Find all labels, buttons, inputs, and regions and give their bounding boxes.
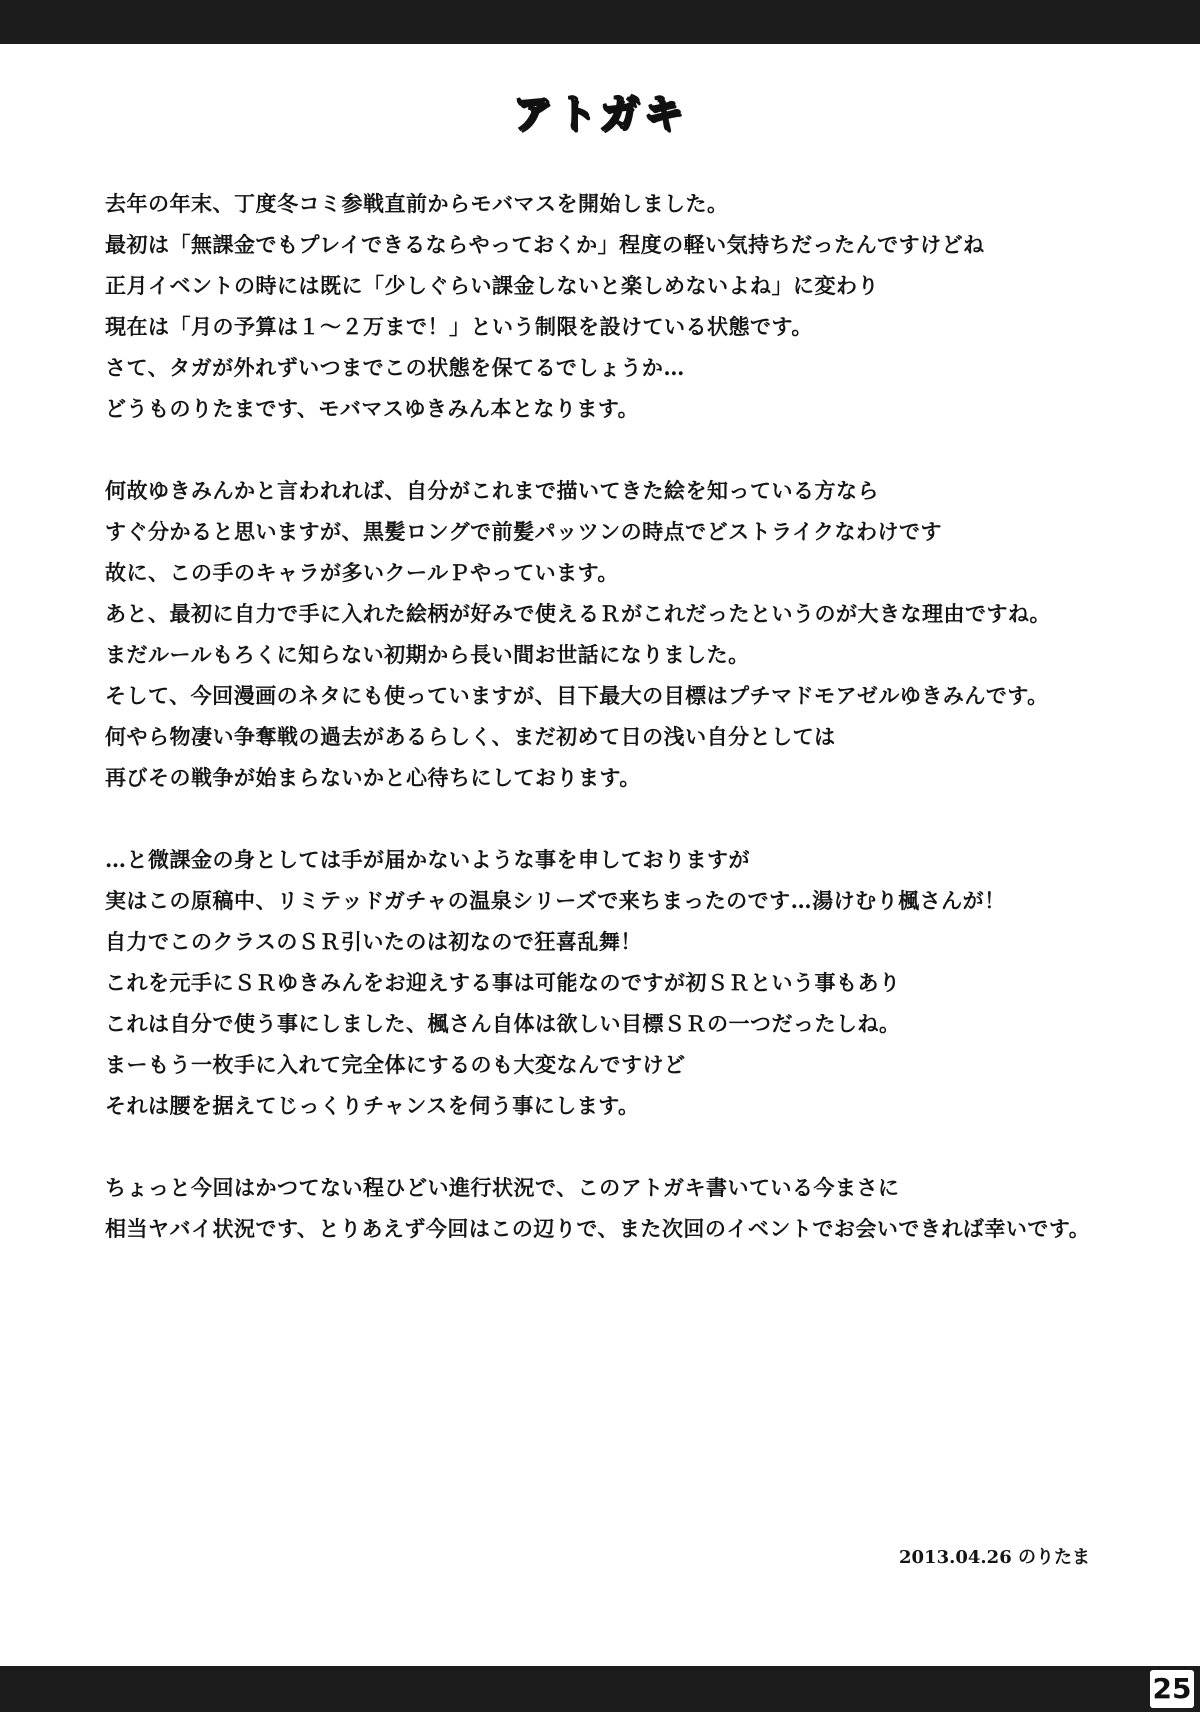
paragraph-1 <box>105 183 1185 429</box>
text-line: 自力でこのクラスのＳＲ引いたのは初なので狂喜乱舞！ <box>105 929 642 954</box>
text-line: さて、タガが外れずいつまでこの状態を保てるでしょうか… <box>105 355 685 380</box>
text-line: あと、最初に自力で手に入れた絵柄が好みで使えるＲがこれだったというのが大きな理由ですね。 <box>105 601 1051 626</box>
text-line: これは自分で使う事にしました、楓さん自体は欲しい目標ＳＲの一つだったしね。 <box>105 1011 901 1036</box>
text-line: 相当ヤバイ状況です、とりあえず今回はこの辺りで、また次回のイベントでお会いできれば幸いです。 <box>105 1216 1091 1241</box>
text-line: まだルールもろくに知らない初期から長い間お世話になりました。 <box>105 642 750 667</box>
text-line: そして、今回漫画のネタにも使っていますが、目下最大の目標はプチマドモアゼルゆきみんです。 <box>105 683 1049 708</box>
text-line: 現在は「月の予算は１～２万まで！」という制限を設けている状態です。 <box>105 314 813 339</box>
date-signature: 2013.04.26 のりたま <box>899 1547 1090 1568</box>
text-line: 再びその戦争が始まらないかと心待ちにしております。 <box>105 765 641 790</box>
text-line: 実はこの原稿中、リミテッドガチャの温泉シリーズで来ちまったのです…湯けむり楓さんが！ <box>105 888 1006 913</box>
paragraph-3 <box>105 839 1185 1126</box>
text-line: どうものりたまです、モバマスゆきみん本となります。 <box>105 396 640 421</box>
text-line: …と微課金の身としては手が届かないような事を申しておりますが <box>105 847 750 872</box>
afterword-body <box>105 183 1185 1290</box>
text-line: 何やら物凄い争奪戦の過去があるらしく、まだ初めて日の浅い自分としては <box>105 724 836 749</box>
paragraph-2 <box>105 470 1185 798</box>
top-border-bar <box>0 0 1200 44</box>
text-line: 正月イベントの時には既に「少しぐらい課金しないと楽しめないよね」に変わり <box>105 273 879 298</box>
text-line: 去年の年末、丁度冬コミ参戦直前からモバマスを開始しました。 <box>105 191 729 216</box>
bottom-border-bar <box>0 1666 1200 1712</box>
text-line: 最初は「無課金でもプレイできるならやっておくか」程度の軽い気持ちだったんですけどね <box>105 232 985 257</box>
text-line: すぐ分かると思いますが、黒髪ロングで前髪パッツンの時点でどストライクなわけです <box>105 519 943 544</box>
page-number: 25 <box>1150 1670 1194 1708</box>
text-line: これを元手にＳＲゆきみんをお迎えする事は可能なのですが初ＳＲという事もあり <box>105 970 901 995</box>
text-line: まーもう一枚手に入れて完全体にするのも大変なんですけど <box>105 1052 686 1077</box>
page-title: アトガキ <box>512 91 688 137</box>
text-line: 何故ゆきみんかと言われれば、自分がこれまで描いてきた絵を知っている方なら <box>105 478 879 503</box>
text-line: ちょっと今回はかつてない程ひどい進行状況で、このアトガキ書いている今まさに <box>105 1175 900 1200</box>
text-line: 故に、この手のキャラが多いクールＰやっています。 <box>105 560 619 585</box>
paragraph-4 <box>105 1167 1185 1249</box>
text-line: それは腰を据えてじっくりチャンスを伺う事にします。 <box>105 1093 640 1118</box>
